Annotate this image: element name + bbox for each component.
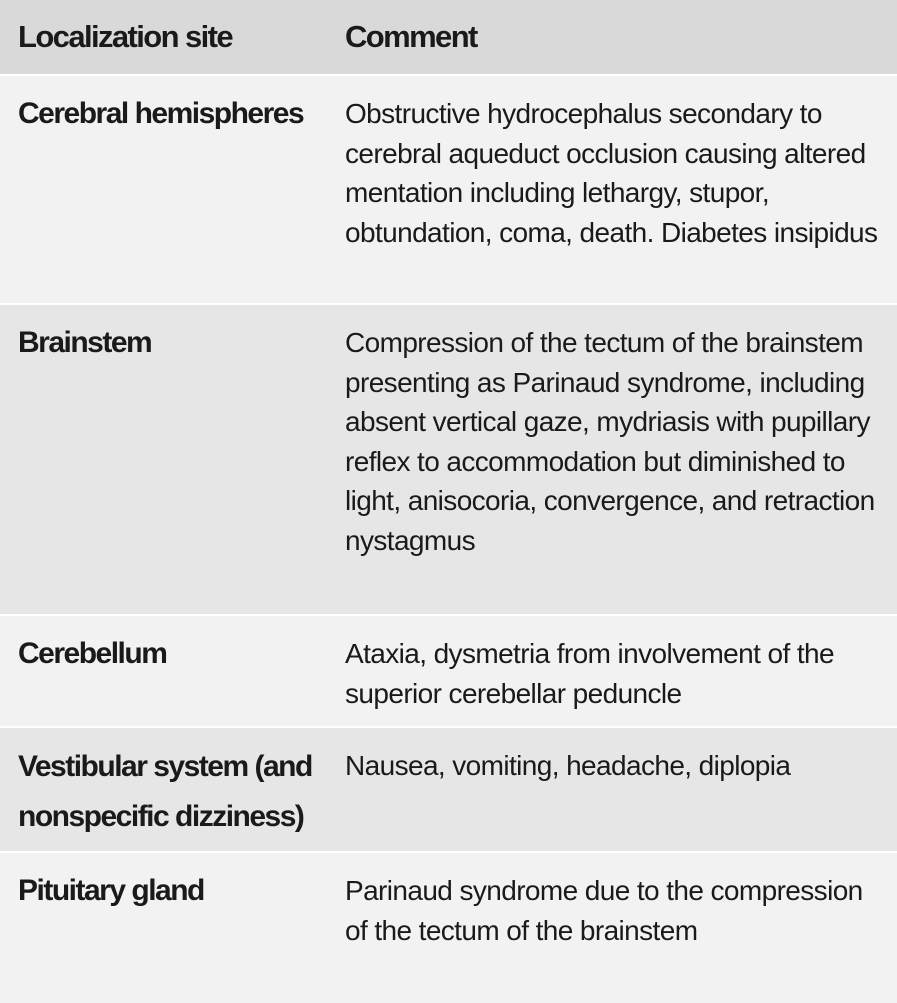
row-site: Cerebellum bbox=[18, 637, 167, 670]
row-comment: Ataxia, dysmetria from involvement of the superior cerebellar peduncle bbox=[345, 638, 834, 709]
row-comment: Nausea, vomiting, headache, diplopia bbox=[345, 750, 791, 781]
table-row bbox=[0, 76, 897, 305]
table-header-row bbox=[0, 0, 897, 76]
row-site: Pituitary gland bbox=[18, 874, 204, 907]
row-comment: Parinaud syndrome due to the compression of the tectum of the brainstem bbox=[345, 875, 863, 946]
header-comment: Comment bbox=[345, 19, 477, 55]
table-row bbox=[0, 728, 897, 853]
table-row bbox=[0, 616, 897, 728]
table-row bbox=[0, 853, 897, 1001]
header-localization-site: Localization site bbox=[18, 19, 232, 54]
row-comment: Obstructive hydrocephalus secondary to cerebral aqueduct occlusion causing altered mentation including lethargy, stupor, obtundation, coma, death. Diabetes insipidus bbox=[345, 98, 878, 248]
table-row bbox=[0, 305, 897, 616]
row-site: Vestibular system (and nonspecific dizziness) bbox=[18, 750, 312, 833]
row-comment: Compression of the tectum of the brainstem presenting as Parinaud syndrome, including absent vertical gaze, mydriasis with pupillary reflex to accommodation but diminished to light, anisocoria, convergence, and retraction nystagmus bbox=[345, 327, 875, 556]
row-site: Brainstem bbox=[18, 326, 152, 359]
row-site: Cerebral hemispheres bbox=[18, 97, 304, 130]
